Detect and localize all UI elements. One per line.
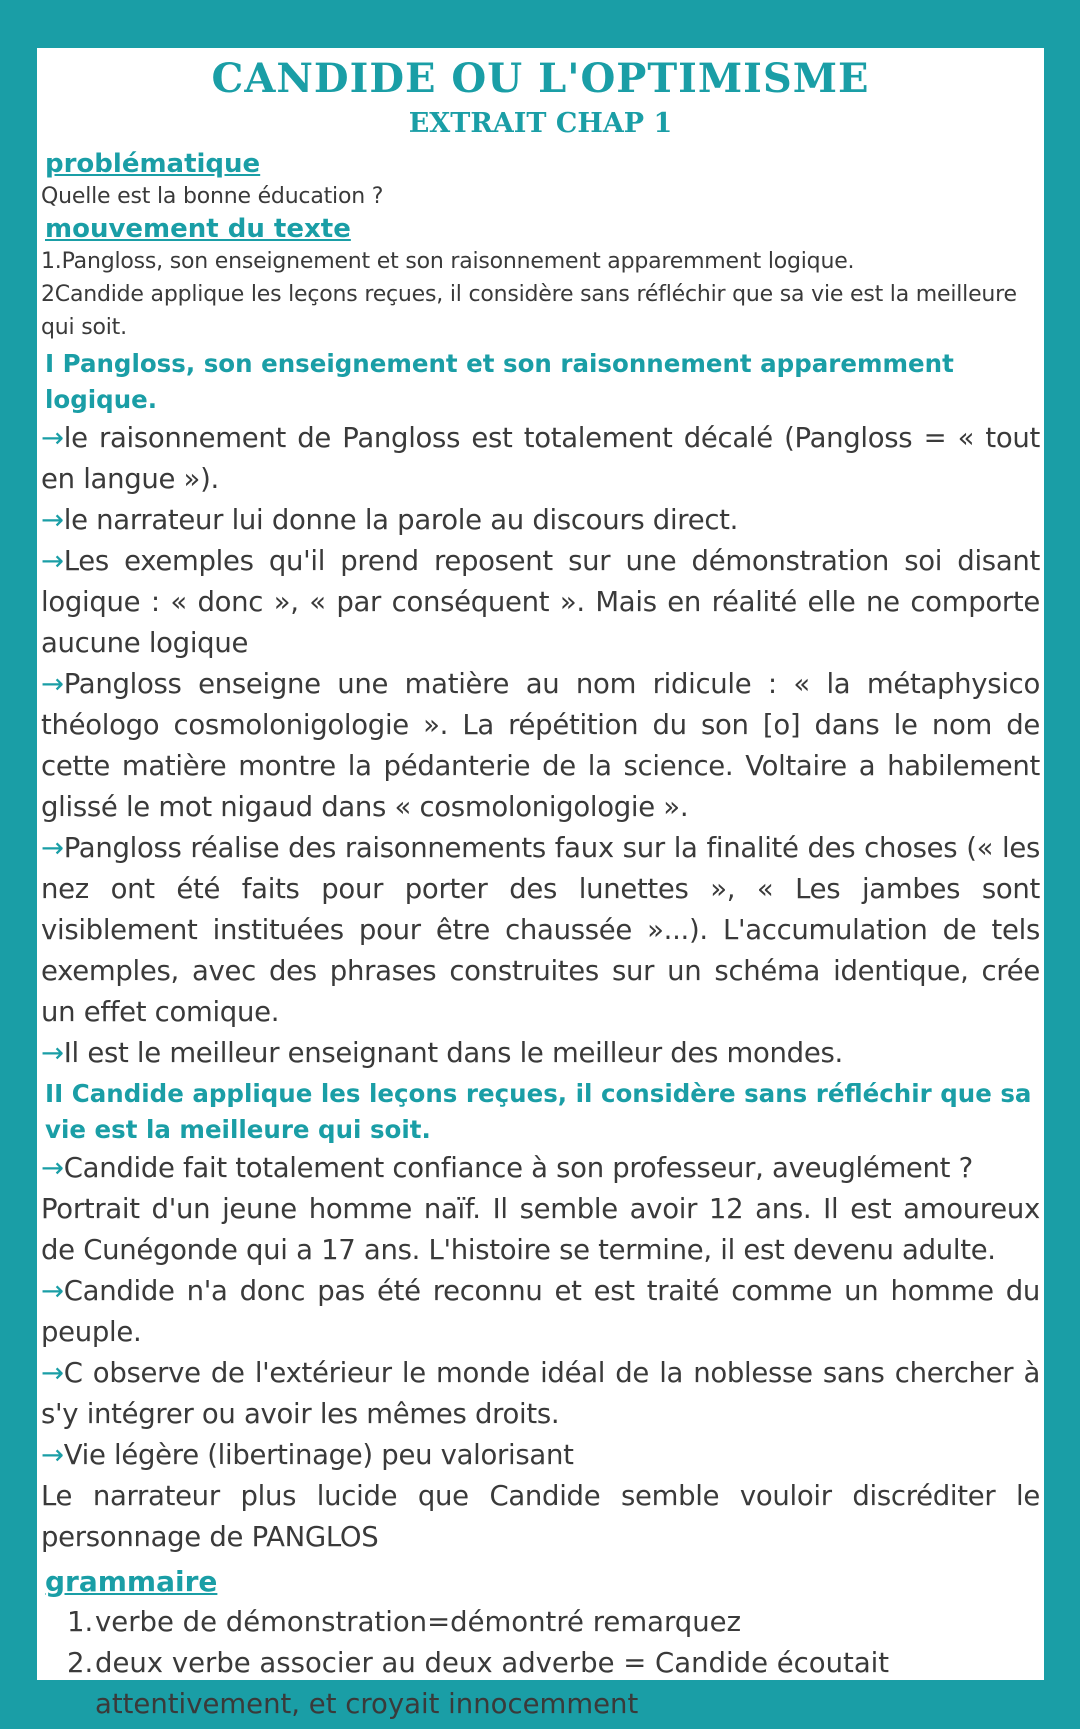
part1-point-text: le narrateur lui donne la parole au discours direct. xyxy=(63,504,739,536)
arrow-icon: → xyxy=(41,545,64,577)
arrow-icon: → xyxy=(41,832,64,864)
arrow-icon: → xyxy=(41,1275,64,1307)
part2-title: II Candide applique les leçons reçues, il considère sans réfléchir que sa vie est la meilleure qui soit. xyxy=(45,1079,1032,1144)
problematique-text: Quelle est la bonne éducation ? xyxy=(41,184,384,209)
arrow-icon: → xyxy=(41,504,64,536)
part1-title: I Pangloss, son enseignement et son raisonnement apparemment logique. xyxy=(45,349,954,414)
arrow-icon: → xyxy=(41,422,64,454)
part1-point xyxy=(41,500,1040,541)
part1-point-text: le raisonnement de Pangloss est totalement décalé (Pangloss = « tout en langue »). xyxy=(41,422,1040,495)
part1-point xyxy=(41,418,1040,500)
arrow-icon: → xyxy=(41,1439,64,1471)
part1-point xyxy=(41,541,1040,664)
part1-point-text: Pangloss enseigne une matière au nom ridicule : « la métaphysico théologo cosmolonigologie ». La répétition du son [o] dans le nom de cette matière montre la pédanterie de la science. Voltaire a habilement glissé le mot nigaud dans « cosmolonigologie ». xyxy=(41,668,1040,823)
part1-point-text: Les exemples qu'il prend reposent sur une démonstration soi disant logique : « donc », « par conséquent ». Mais en réalité elle ne comporte aucune logique xyxy=(41,545,1040,659)
list-item-text: verbe de démonstration=démontré remarquez xyxy=(95,1606,742,1638)
list-number: 2. xyxy=(67,1647,94,1679)
page-subtitle: EXTRAIT CHAP 1 xyxy=(408,108,673,139)
part2-point xyxy=(41,1435,1040,1476)
list-number: 1. xyxy=(67,1606,94,1638)
part2-point-text: Candide fait totalement confiance à son professeur, aveuglément ? xyxy=(63,1152,973,1184)
grammaire-heading: grammaire xyxy=(45,1565,218,1598)
part2-point-text: Candide n'a donc pas été reconnu et est traité comme un homme du peuple. xyxy=(41,1275,1040,1348)
part2-conclusion: Le narrateur plus lucide que Candide semble vouloir discréditer le personnage de PANGLOS xyxy=(41,1480,1040,1553)
part2-point xyxy=(41,1353,1040,1435)
part2-point-text: C observe de l'extérieur le monde idéal de la noblesse sans chercher à s'y intégrer ou avoir les mêmes droits. xyxy=(41,1357,1040,1430)
part2-point xyxy=(41,1148,1040,1189)
problematique-heading: problématique xyxy=(45,149,261,179)
page-title: CANDIDE OU L'OPTIMISME xyxy=(211,55,870,102)
part1-point xyxy=(41,1033,1040,1074)
arrow-icon: → xyxy=(41,668,64,700)
mouvement-line-2: 2Candide applique les leçons reçues, il considère sans réfléchir que sa vie est la meilleure qui soit. xyxy=(41,282,1017,340)
list-item xyxy=(67,1643,1040,1725)
mouvement-line-1: 1.Pangloss, son enseignement et son raisonnement apparemment logique. xyxy=(41,249,855,274)
mouvement-heading: mouvement du texte xyxy=(45,214,351,244)
part1-point-text: Pangloss réalise des raisonnements faux sur la finalité des choses (« les nez ont été faits pour porter des lunettes », « Les jambes sont visiblement instituées pour être chaussée »...). L'accumulation de tels exemples, avec des phrases construites sur un schéma identique, crée un effet comique. xyxy=(41,832,1040,1028)
part2-point-text: Vie légère (libertinage) peu valorisant xyxy=(63,1439,574,1471)
arrow-icon: → xyxy=(41,1037,64,1069)
part2-paragraph: Portrait d'un jeune homme naïf. Il semble avoir 12 ans. Il est amoureux de Cunégonde qui a 17 ans. L'histoire se termine, il est devenu adulte. xyxy=(41,1193,1040,1266)
arrow-icon: → xyxy=(41,1357,64,1389)
part2-point xyxy=(41,1271,1040,1353)
part1-point-text: Il est le meilleur enseignant dans le meilleur des mondes. xyxy=(63,1037,843,1069)
list-item xyxy=(67,1602,1040,1643)
grammaire-list xyxy=(41,1602,1040,1725)
note-sheet xyxy=(37,48,1044,1720)
arrow-icon: → xyxy=(41,1152,64,1184)
part1-point xyxy=(41,664,1040,828)
part1-point xyxy=(41,828,1040,1033)
list-item-text: deux verbe associer au deux adverbe = Candide écoutait attentivement, et croyait innocemment xyxy=(95,1647,890,1720)
